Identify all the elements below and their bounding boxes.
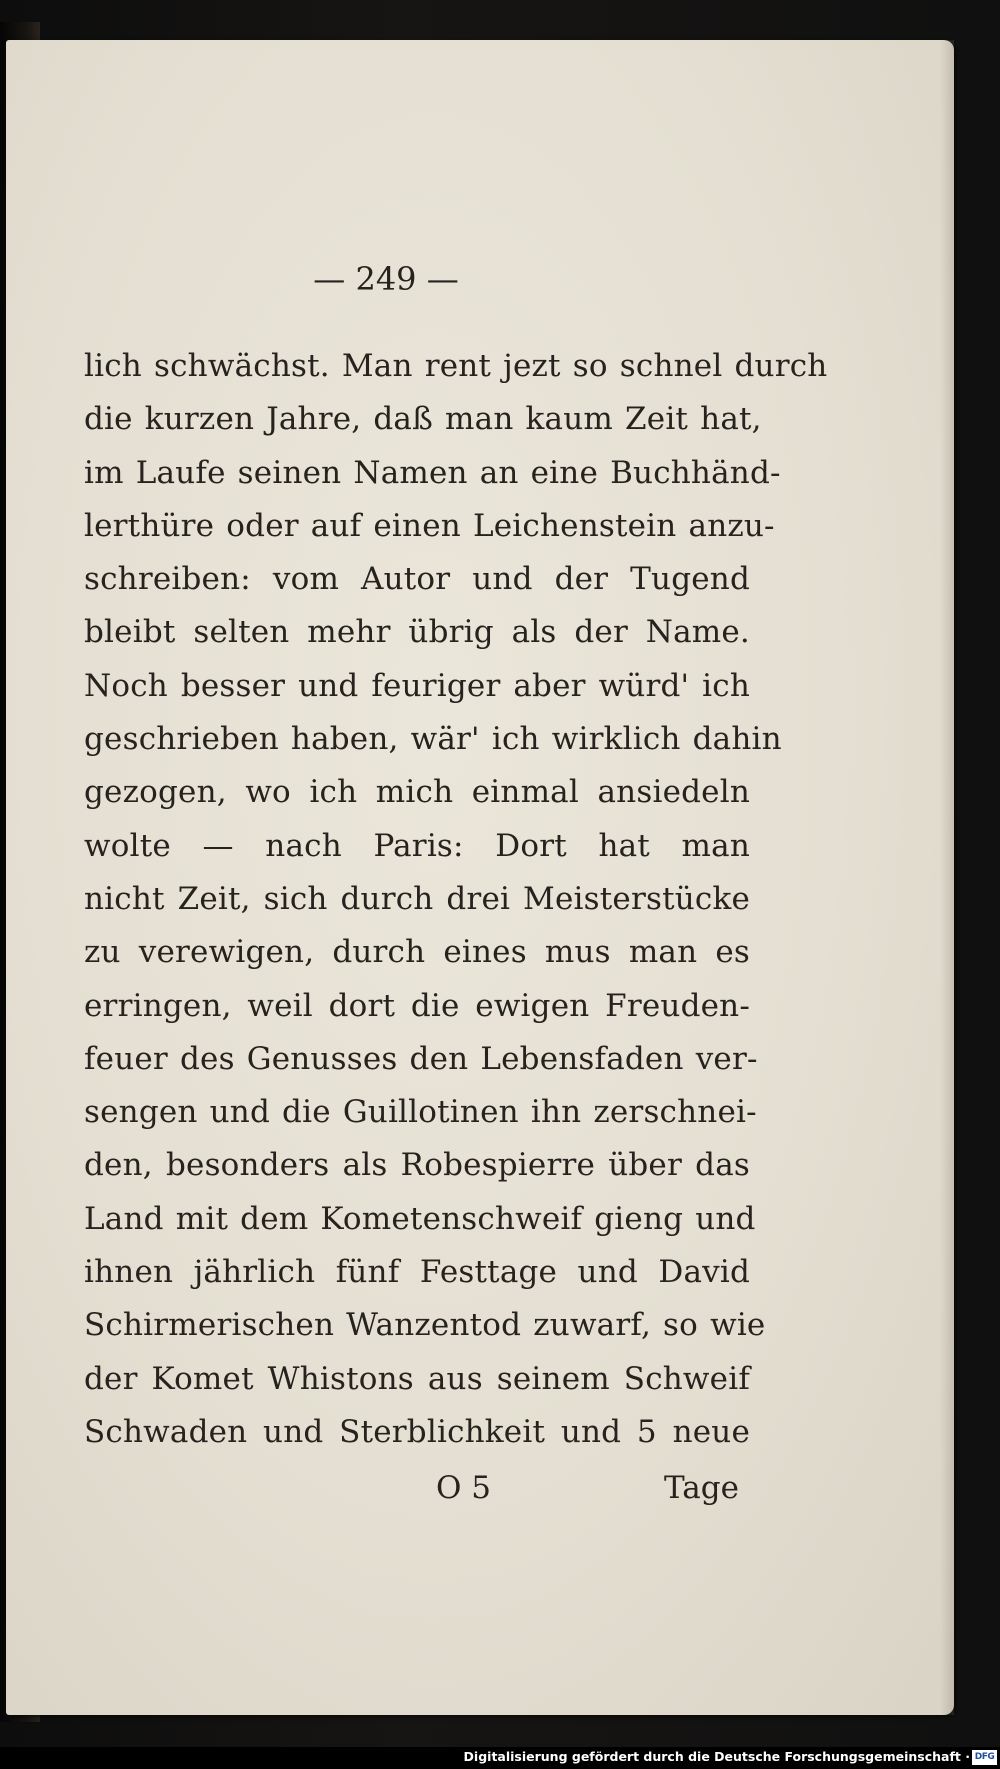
text-line: geschrieben haben, wär' ich wirklich dahin xyxy=(84,721,782,758)
text-line: sengen und die Guillotinen ihn zerschnei- xyxy=(84,1094,757,1131)
text-line: erringen, weil dort die ewigen Freuden- xyxy=(84,987,750,1024)
text-line: im Laufe seinen Namen an eine Buchhänd- xyxy=(84,454,781,491)
text-line: lerthüre oder auf einen Leichenstein anzu- xyxy=(84,507,775,544)
text-line: gezogen, wo ich mich einmal ansiedeln xyxy=(84,774,750,811)
text-line: nicht Zeit, sich durch drei Meisterstücke xyxy=(84,880,750,917)
catchword: Tage xyxy=(664,1470,739,1506)
signature-mark: O 5 xyxy=(436,1470,491,1506)
digitization-credit: Digitalisierung gefördert durch die Deutsche Forschungsgemeinschaft · xyxy=(463,1749,970,1764)
page-number: — 249 — xyxy=(313,260,459,298)
text-line: der Komet Whistons aus seinem Schweif xyxy=(84,1360,750,1397)
text-line: Schwaden und Sterblichkeit und 5 neue xyxy=(84,1413,750,1450)
text-line: den, besonders als Robespierre über das xyxy=(84,1147,750,1184)
text-line: feuer des Genusses den Lebensfaden ver- xyxy=(84,1040,758,1077)
text-line: bleibt selten mehr übrig als der Name. xyxy=(84,614,750,651)
book-page xyxy=(6,40,954,1715)
page-edge-shading xyxy=(940,40,954,1715)
dfg-logo: DFG xyxy=(972,1750,997,1765)
text-line: ihnen jährlich fünf Festtage und David xyxy=(84,1254,750,1291)
body-text xyxy=(84,340,828,1459)
text-line: die kurzen Jahre, daß man kaum Zeit hat, xyxy=(84,401,762,438)
text-line: schreiben: vom Autor und der Tugend xyxy=(84,561,750,598)
text-line: zu verewigen, durch eines mus man es xyxy=(84,934,750,971)
text-line: Schirmerischen Wanzentod zuwarf, so wie xyxy=(84,1307,766,1344)
text-line: wolte — nach Paris: Dort hat man xyxy=(84,827,750,864)
text-line: Noch besser und feuriger aber würd' ich xyxy=(84,667,750,704)
text-line: Land mit dem Kometenschweif gieng und xyxy=(84,1200,756,1237)
text-line: lich schwächst. Man rent jezt so schnel durch xyxy=(84,348,828,384)
